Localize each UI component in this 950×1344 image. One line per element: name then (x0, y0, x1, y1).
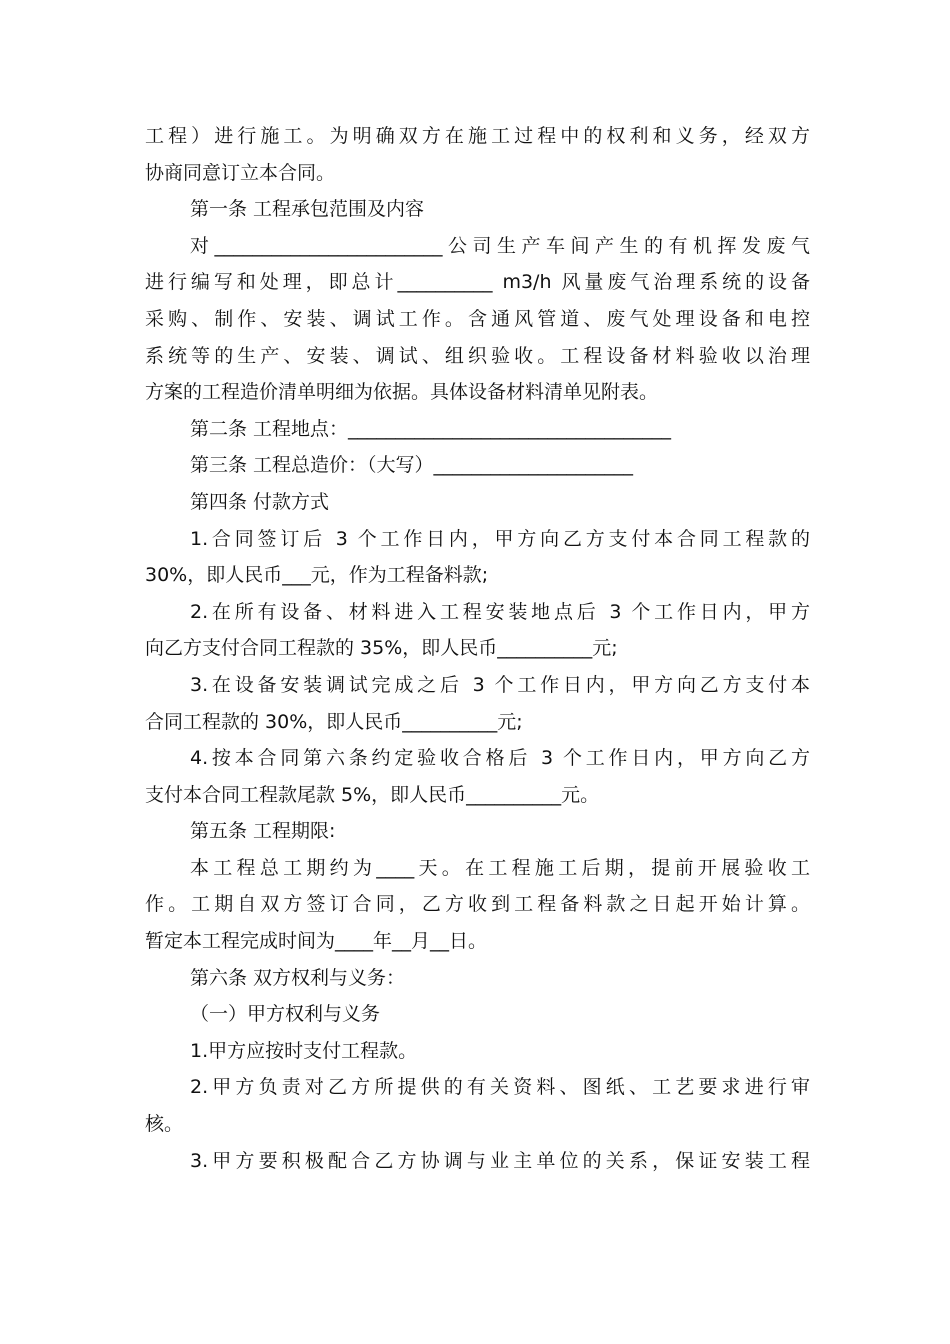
text-line: 第三条 工程总造价：（大写）_____________________ (190, 454, 634, 477)
text-line: 作。工期自双方签订合同，乙方收到工程备料款之日起开始计算。 (145, 893, 810, 916)
text-line: 本工程总工期约为____天。在工程施工后期，提前开展验收工 (190, 856, 810, 879)
text-line: 暂定本工程完成时间为____年__月__日。 (145, 930, 488, 953)
text-line: 协商同意订立本合同。 (145, 161, 336, 184)
text-line: 4.按本合同第六条约定验收合格后 3 个工作日内，甲方向乙方 (190, 747, 810, 770)
text-line: 第二条 工程地点：__________________________________ (190, 417, 672, 440)
text-line: （一）甲方权利与义务 (190, 1003, 381, 1026)
text-line: 核。 (145, 1113, 184, 1136)
text-line: 第五条 工程期限: (190, 820, 336, 843)
text-line: 3.甲方要积极配合乙方协调与业主单位的关系，保证安装工程 (190, 1149, 810, 1172)
text-line: 合同工程款的 30%，即人民币__________元; (145, 710, 523, 733)
text-line: 第四条 付款方式 (190, 490, 330, 513)
text-line: 向乙方支付合同工程款的 35%，即人民币__________元; (145, 637, 618, 660)
text-line: 3.在设备安装调试完成之后 3 个工作日内，甲方向乙方支付本 (190, 673, 810, 696)
document-page (145, 118, 810, 1179)
text-line: 支付本合同工程款尾款 5%，即人民币__________元。 (145, 783, 600, 806)
text-line: 系统等的生产、安装、调试、组织验收。工程设备材料验收以治理 (145, 344, 810, 367)
text-line: 对________________________公司生产车间产生的有机挥发废气 (190, 234, 810, 257)
text-line: 采购、制作、安装、调试工作。含通风管道、废气处理设备和电控 (145, 307, 810, 330)
text-line: 第六条 双方权利与义务： (190, 966, 406, 989)
text-line: 30%，即人民币___元，作为工程备料款; (145, 564, 489, 587)
text-line: 方案的工程造价清单明细为依据。具体设备材料清单见附表。 (145, 381, 659, 404)
text-line: 1.合同签订后 3 个工作日内，甲方向乙方支付本合同工程款的 (190, 527, 810, 550)
text-line: 2.甲方负责对乙方所提供的有关资料、图纸、工艺要求进行审 (190, 1076, 810, 1099)
text-line: 进行编写和处理，即总计__________ m3/h 风量废气治理系统的设备 (145, 271, 810, 294)
text-line: 2.在所有设备、材料进入工程安装地点后 3 个工作日内，甲方 (190, 600, 810, 623)
text-line: 第一条 工程承包范围及内容 (190, 198, 425, 221)
text-line: 1.甲方应按时支付工程款。 (190, 1039, 418, 1062)
text-line: 工程）进行施工。为明确双方在施工过程中的权利和义务，经双方 (145, 125, 810, 147)
